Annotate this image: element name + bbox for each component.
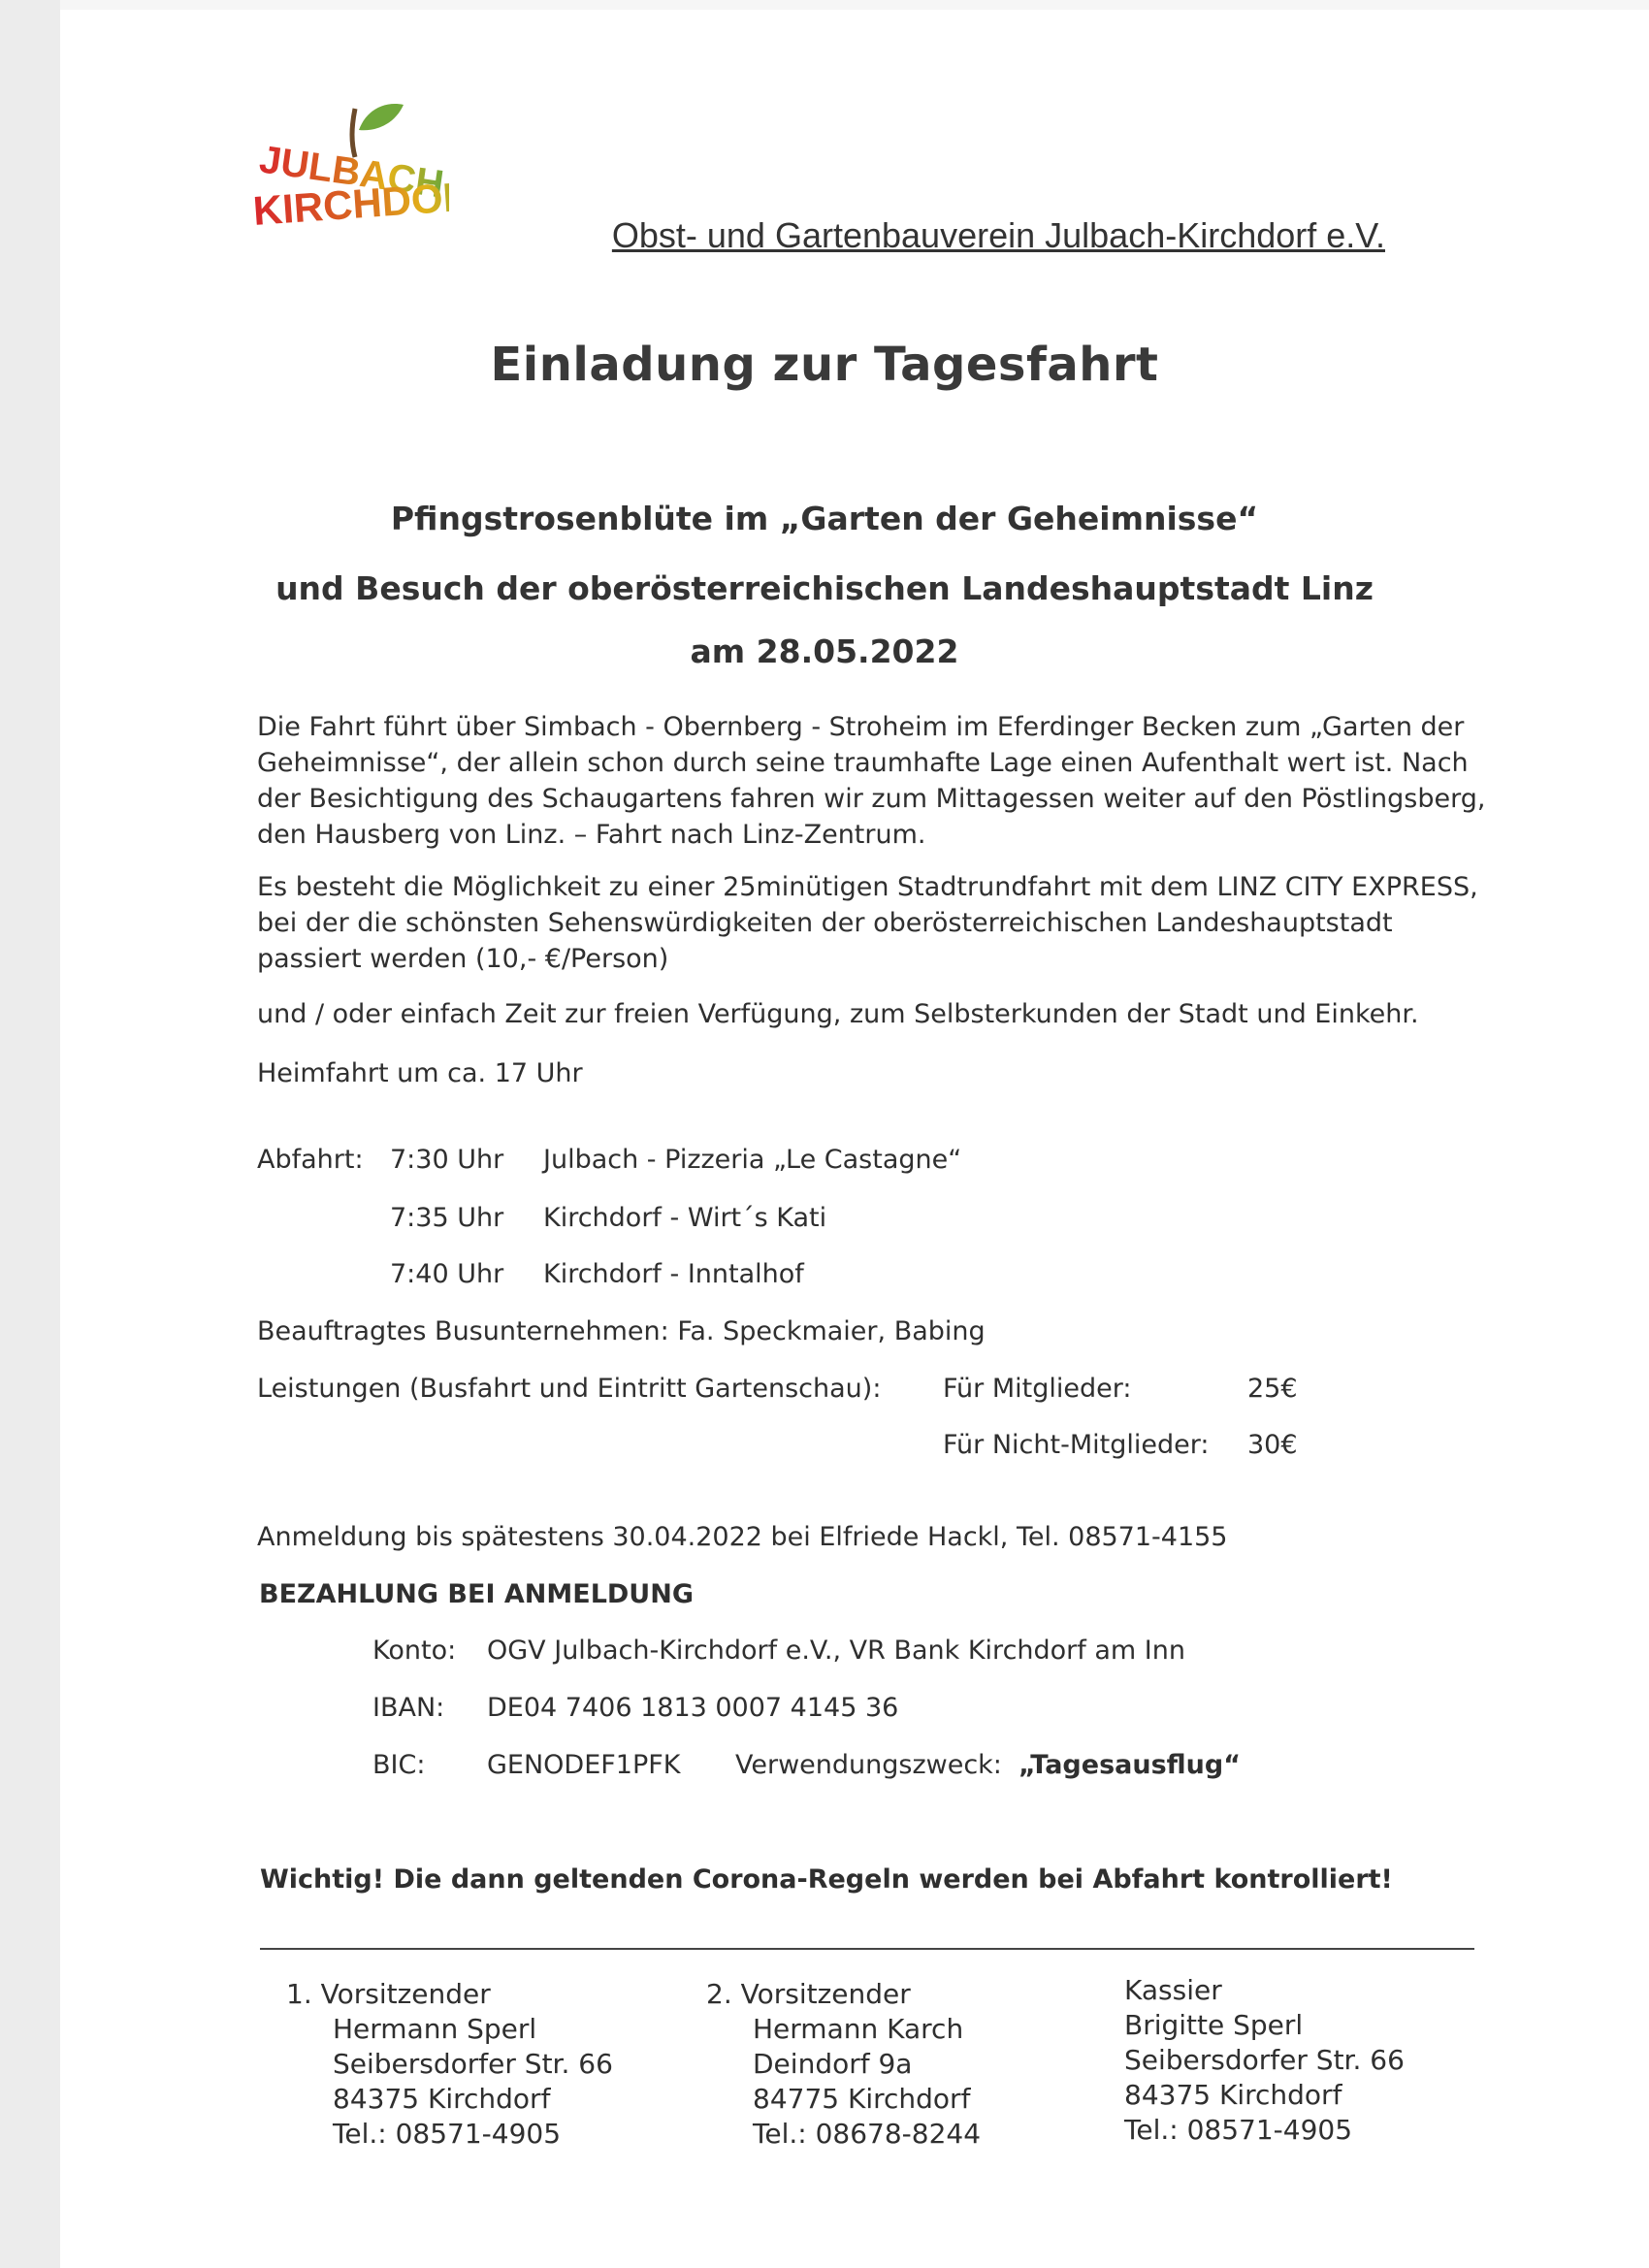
bus-company: Beauftragtes Busunternehmen: Fa. Speckmaier, Babing — [257, 1316, 986, 1346]
members-label: Für Mitglieder: — [943, 1374, 1132, 1404]
footer-tel: Tel.: 08571-4905 — [1124, 2114, 1353, 2146]
logo-text-top: JULBACH — [256, 138, 447, 207]
trip-date: am 28.05.2022 — [690, 632, 959, 670]
footer-street: Deindorf 9a — [753, 2048, 913, 2080]
footer-role: 1. Vorsitzender — [286, 1978, 491, 2010]
departure-time-3: 7:40 Uhr — [390, 1259, 504, 1289]
registration-info: Anmeldung bis spätestens 30.04.2022 bei Elfriede Hackl, Tel. 08571-4155 — [257, 1522, 1228, 1552]
footer-name: Brigitte Sperl — [1124, 2009, 1304, 2041]
footer-col-chairman-1 — [286, 1977, 613, 2152]
departure-label: Abfahrt: — [257, 1145, 364, 1175]
bic-label: BIC: — [372, 1750, 426, 1780]
footer-role: Kassier — [1124, 1974, 1222, 2006]
footer-city: 84375 Kirchdorf — [1124, 2079, 1342, 2111]
paragraph-city-tour: Es besteht die Möglichkeit zu einer 25minütigen Stadtrundfahrt mit dem LINZ CITY EXPRESS, bei der die schönsten Sehenswürdigkeiten der oberösterreichischen Landeshauptstadt passiert werden (10,- €/Person) — [257, 872, 1478, 974]
footer-street: Seibersdorfer Str. 66 — [1124, 2044, 1405, 2076]
purpose-label: Verwendungszweck: — [735, 1750, 1002, 1780]
footer-role: 2. Vorsitzender — [706, 1978, 911, 2010]
footer-col-treasurer — [1124, 1973, 1405, 2148]
nonmembers-label: Für Nicht-Mitglieder: — [943, 1430, 1210, 1460]
paragraph-route: Die Fahrt führt über Simbach - Obernberg - Stroheim im Eferdinger Becken zum „Garten der Geheimnisse“, der allein schon durch seine traumhafte Lage einen Aufenthalt wert ist. Nach der Besichtigung des Schaugartens fahren wir zum Mittagessen weiter auf den Pöstlingsberg, den Hausberg von Linz. – Fahrt nach Linz-Zentrum. — [257, 712, 1486, 850]
departure-place-2: Kirchdorf - Wirt´s Kati — [543, 1203, 827, 1233]
footer-city: 84775 Kirchdorf — [753, 2083, 971, 2115]
departure-place-3: Kirchdorf - Inntalhof — [543, 1259, 804, 1289]
purpose-value: „Tagesausflug“ — [1018, 1750, 1241, 1780]
document-title: Einladung zur Tagesfahrt — [490, 338, 1159, 392]
paragraph-free-time: und / oder einfach Zeit zur freien Verfügung, zum Selbsterkunden der Stadt und Einkehr. — [257, 999, 1419, 1029]
footer-col-chairman-2 — [706, 1977, 981, 2152]
footer-tel: Tel.: 08678-8244 — [753, 2118, 982, 2150]
iban-value: DE04 7406 1813 0007 4145 36 — [487, 1693, 899, 1723]
paragraph-return: Heimfahrt um ca. 17 Uhr — [257, 1058, 583, 1088]
footer-street: Seibersdorfer Str. 66 — [333, 2048, 613, 2080]
organization-name: Obst- und Gartenbauverein Julbach-Kirchdorf e.V. — [611, 215, 1385, 255]
bic-value: GENODEF1PFK — [487, 1750, 681, 1780]
departure-time-2: 7:35 Uhr — [390, 1203, 504, 1233]
konto-label: Konto: — [372, 1636, 457, 1666]
members-price: 25€ — [1247, 1374, 1298, 1404]
nonmembers-price: 30€ — [1247, 1430, 1298, 1460]
subtitle-line-1: Pfingstrosenblüte im „Garten der Geheimnisse“ — [390, 500, 1259, 537]
departure-time-1: 7:30 Uhr — [390, 1145, 504, 1175]
club-logo — [250, 89, 449, 259]
footer-divider — [260, 1948, 1474, 1950]
logo-text-bottom: KIRCHDORF — [251, 171, 449, 234]
departure-place-1: Julbach - Pizzeria „Le Castagne“ — [543, 1145, 962, 1175]
konto-value: OGV Julbach-Kirchdorf e.V., VR Bank Kirchdorf am Inn — [487, 1636, 1185, 1666]
payment-heading: BEZAHLUNG BEI ANMELDUNG — [259, 1579, 694, 1609]
footer-city: 84375 Kirchdorf — [333, 2083, 551, 2115]
footer-name: Hermann Karch — [753, 2013, 964, 2045]
footer-name: Hermann Sperl — [333, 2013, 537, 2045]
corona-notice: Wichtig! Die dann geltenden Corona-Regeln werden bei Abfahrt kontrolliert! — [260, 1864, 1393, 1895]
subtitle-line-2: und Besuch der oberösterreichischen Landeshauptstadt Linz — [275, 569, 1374, 607]
services-label: Leistungen (Busfahrt und Eintritt Gartenschau): — [257, 1374, 882, 1404]
iban-label: IBAN: — [372, 1693, 445, 1723]
footer-tel: Tel.: 08571-4905 — [333, 2118, 562, 2150]
